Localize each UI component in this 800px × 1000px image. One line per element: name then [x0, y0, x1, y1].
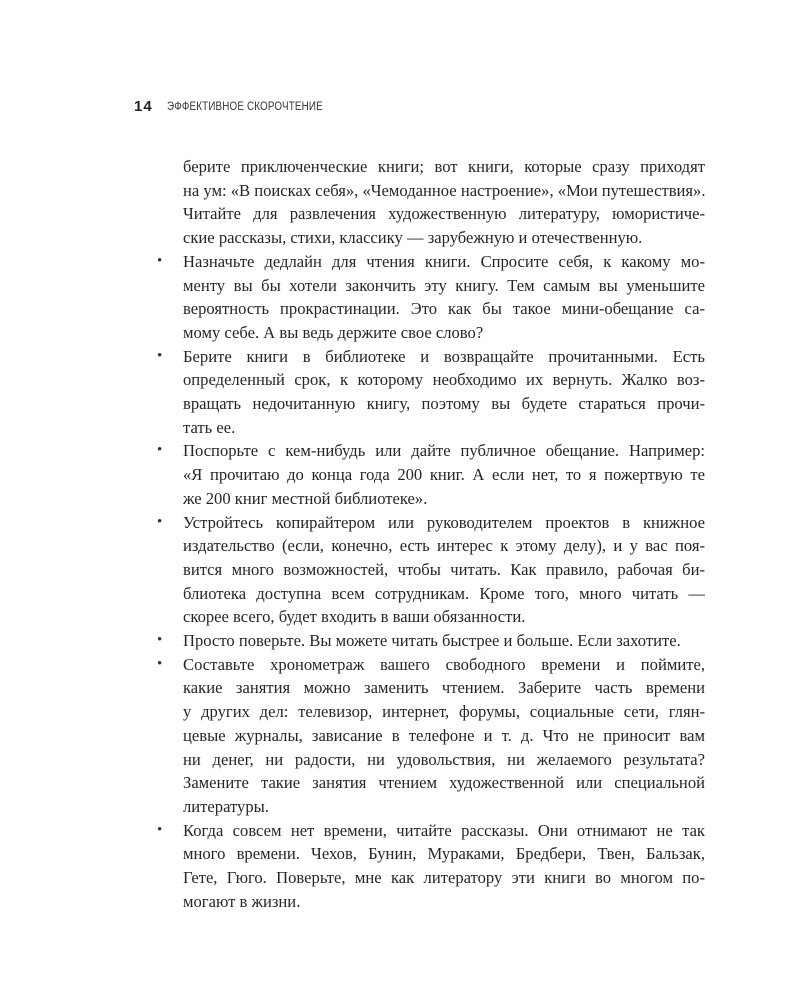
page-number: 14 — [134, 97, 153, 115]
text-line: какие занятия можно заменить чтением. Заберите часть времени — [183, 678, 705, 698]
text-line: у других дел: телевизор, интернет, форумы, социальные сети, глян- — [183, 702, 705, 722]
text-line: ни денег, ни радости, ни удовольствия, ни желаемого результата? — [183, 749, 705, 769]
running-title: ЭФФЕКТИВНОЕ СКОРОЧТЕНИЕ — [166, 99, 323, 113]
list-item — [157, 511, 705, 630]
text-line: издательство (если, конечно, есть интерес к этому делу), и у вас поя- — [183, 536, 705, 556]
text-line: Берите книги в библиотеке и возвращайте прочитанными. Есть — [183, 346, 705, 366]
running-header — [134, 96, 357, 116]
text-line: блиотека доступна всем сотрудникам. Кроме того, много читать — — [183, 583, 705, 603]
text-line: вероятность прокрастинации. Это как бы такое мини-обещание са- — [183, 299, 705, 319]
tips-list — [157, 250, 705, 914]
text-line: мому себе. А вы ведь держите свое слово? — [183, 322, 484, 342]
text-line: Составьте хронометраж вашего свободного времени и поймите, — [183, 654, 705, 674]
text-line: литературы. — [183, 796, 269, 816]
text-line: могают в жизни. — [183, 891, 301, 911]
text-line: скорее всего, будет входить в ваши обязанности. — [183, 607, 526, 627]
text-line: вится много возможностей, чтобы читать. Как правило, рабочая би- — [183, 559, 705, 579]
text-line: «Я прочитаю до конца года 200 книг. А если нет, то я пожертвую те — [183, 465, 705, 485]
list-item — [157, 439, 705, 510]
page-body — [157, 155, 705, 914]
text-line: ские рассказы, стихи, классику — зарубежную и отечественную. — [183, 228, 643, 248]
text-line: Замените такие занятия чтением художественной или специальной — [183, 773, 705, 793]
text-line: цевые журналы, зависание в телефоне и т. д. Что не приносит вам — [183, 725, 705, 745]
bullet-icon: • — [157, 442, 163, 459]
text-line: Просто поверьте. Вы можете читать быстрее и больше. Если захотите. — [183, 631, 681, 651]
bullet-icon: • — [157, 632, 163, 649]
text-line: Гете, Гюго. Поверьте, мне как литератору эти книги во многом по- — [183, 868, 705, 888]
bullet-icon: • — [157, 655, 163, 672]
text-line: Устройтесь копирайтером или руководителем проектов в книжное — [183, 512, 705, 532]
text-line: берите приключенческие книги; вот книги, которые сразу приходят — [183, 157, 705, 176]
bullet-icon: • — [157, 347, 163, 364]
text-line: много времени. Чехов, Бунин, Мураками, Бредбери, Твен, Бальзак, — [183, 844, 705, 864]
list-item — [157, 250, 705, 345]
list-item — [157, 653, 705, 819]
text-line: тать ее. — [183, 417, 236, 437]
text-line: же 200 книг местной библиотеке». — [183, 488, 428, 508]
list-item — [157, 819, 705, 914]
bullet-icon: • — [157, 513, 163, 530]
list-item — [157, 629, 705, 653]
text-line: Когда совсем нет времени, читайте рассказы. Они отнимают не так — [183, 820, 705, 840]
text-line: на ум: «В поисках себя», «Чемоданное настроение», «Мои путешествия». — [183, 180, 705, 200]
text-line: определенный срок, к которому необходимо их вернуть. Жалко воз- — [183, 370, 705, 390]
intro-paragraph — [183, 155, 705, 250]
bullet-icon: • — [157, 252, 163, 269]
text-line: Назначьте дедлайн для чтения книги. Спросите себя, к какому мо- — [183, 251, 705, 271]
list-item — [157, 345, 705, 440]
text-line: Читайте для развлечения художественную литературу, юмористиче- — [183, 204, 705, 224]
text-line: менту вы бы хотели закончить эту книгу. Тем самым вы уменьшите — [183, 275, 705, 295]
text-line: вращать недочитанную книгу, поэтому вы будете стараться прочи- — [183, 394, 705, 414]
bullet-icon: • — [157, 821, 163, 838]
text-line: Поспорьте с кем-нибудь или дайте публичное обещание. Например: — [183, 441, 705, 461]
